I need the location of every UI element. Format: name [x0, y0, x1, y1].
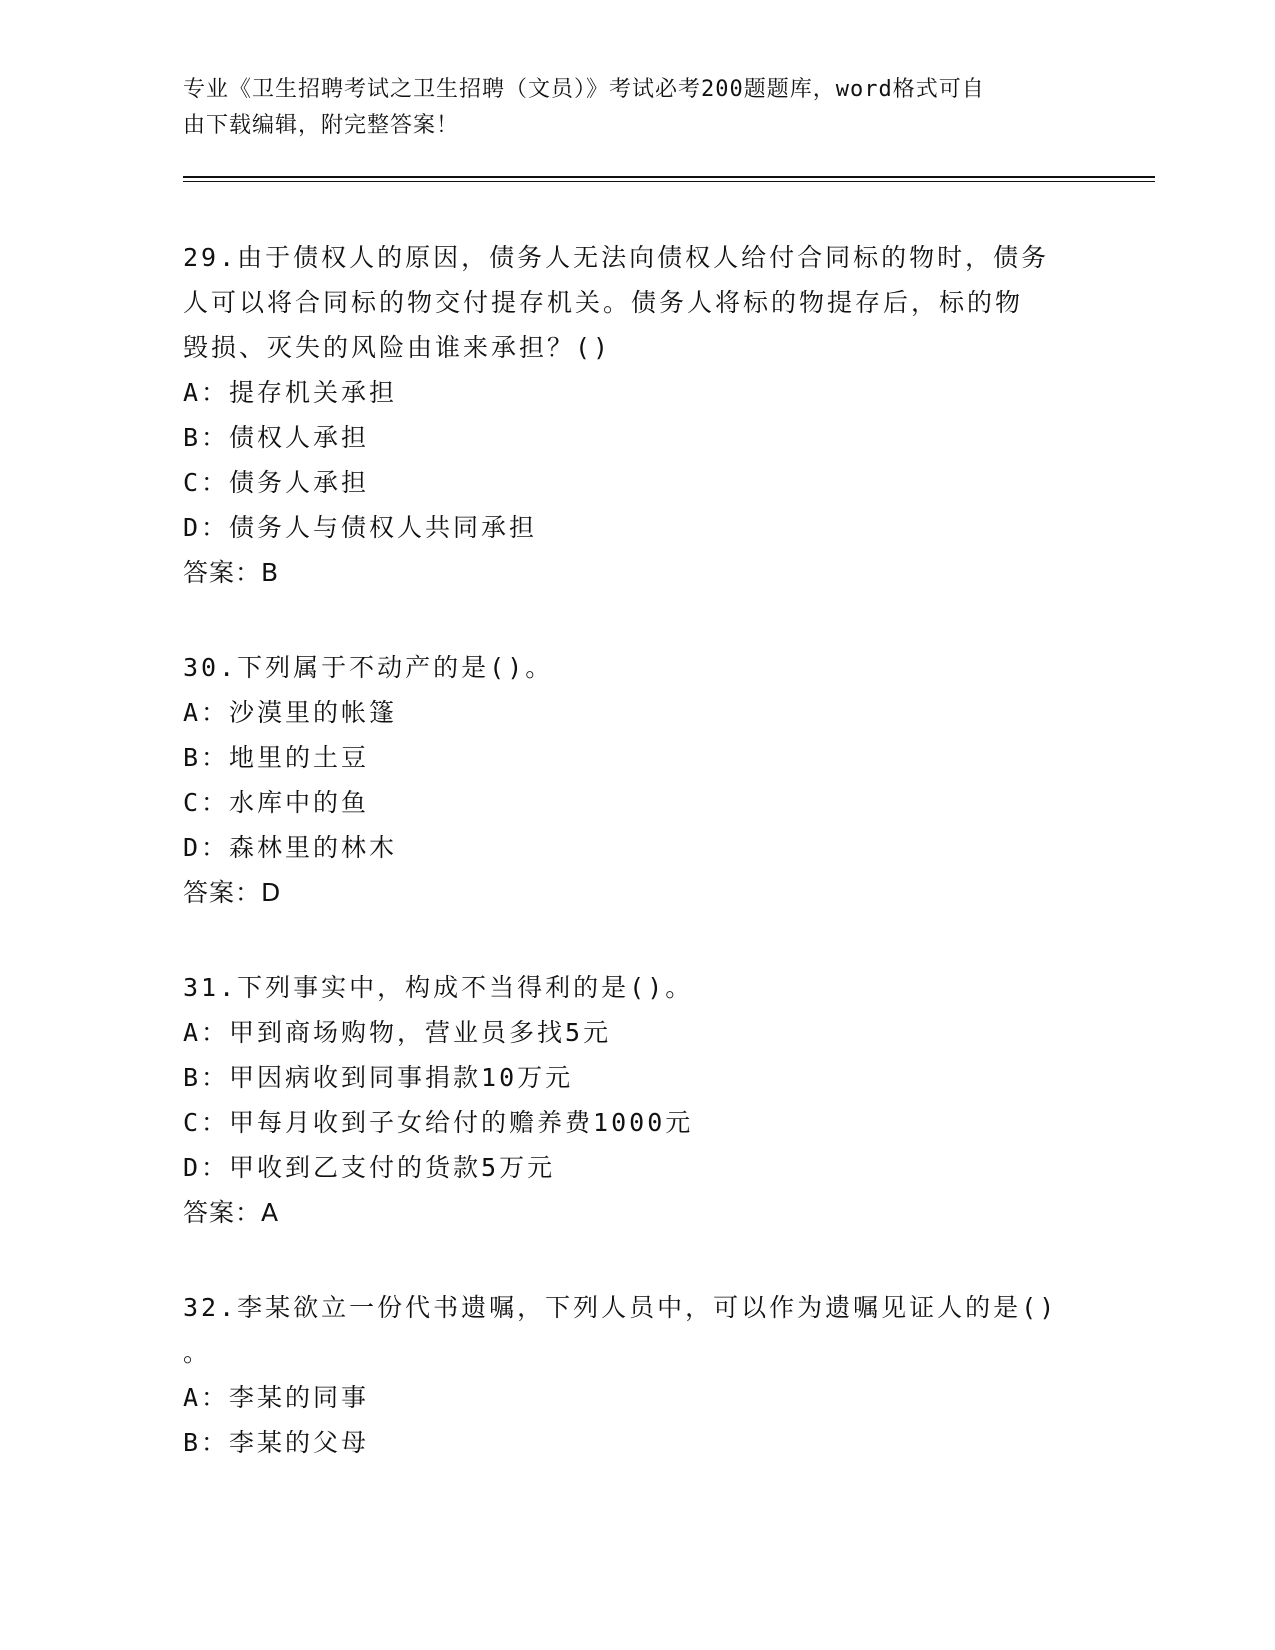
document-header [183, 72, 1063, 144]
answer-label: 答案：D [183, 878, 282, 907]
question-stem-line: 31.下列事实中，构成不当得利的是()。 [183, 973, 694, 1002]
header-line-2: 由下载编辑，附完整答案！ [183, 113, 460, 138]
option-a: A：李某的同事 [183, 1383, 370, 1412]
header-divider-thin [183, 181, 1155, 182]
question-stem-line: 29.由于债权人的原因，债务人无法向债权人给付合同标的物时，债务 [183, 243, 1050, 272]
question-30 [183, 645, 1083, 915]
option-c: C：债务人承担 [183, 468, 370, 497]
option-d: D：森林里的林木 [183, 833, 398, 862]
question-stem-line: 30.下列属于不动产的是()。 [183, 653, 554, 682]
question-stem-line: 人可以将合同标的物交付提存机关。债务人将标的物提存后，标的物 [183, 288, 1024, 317]
option-b: B：甲因病收到同事捐款10万元 [183, 1063, 574, 1092]
question-stem-line: 32.李某欲立一份代书遗嘱，下列人员中，可以作为遗嘱见证人的是() [183, 1293, 1058, 1322]
option-a: A：甲到商场购物，营业员多找5元 [183, 1018, 612, 1047]
question-32 [183, 1285, 1083, 1465]
option-b: B：李某的父母 [183, 1428, 370, 1457]
option-a: A：提存机关承担 [183, 378, 398, 407]
answer-label: 答案：B [183, 558, 280, 587]
question-29 [183, 235, 1083, 595]
question-31 [183, 965, 1083, 1235]
option-b: B：债权人承担 [183, 423, 370, 452]
option-c: C：水库中的鱼 [183, 788, 370, 817]
header-line-1: 专业《卫生招聘考试之卫生招聘（文员）》考试必考200题题库，word格式可自 [183, 77, 985, 102]
answer-label: 答案：A [183, 1198, 280, 1227]
option-d: D：甲收到乙支付的货款5万元 [183, 1153, 556, 1182]
option-c: C：甲每月收到子女给付的赡养费1000元 [183, 1108, 694, 1137]
option-a: A：沙漠里的帐篷 [183, 698, 398, 727]
option-b: B：地里的土豆 [183, 743, 370, 772]
question-stem-line: 。 [183, 1338, 212, 1367]
question-stem-line: 毁损、灭失的风险由谁来承担？() [183, 333, 612, 362]
header-divider-thick [183, 176, 1155, 178]
option-d: D：债务人与债权人共同承担 [183, 513, 538, 542]
